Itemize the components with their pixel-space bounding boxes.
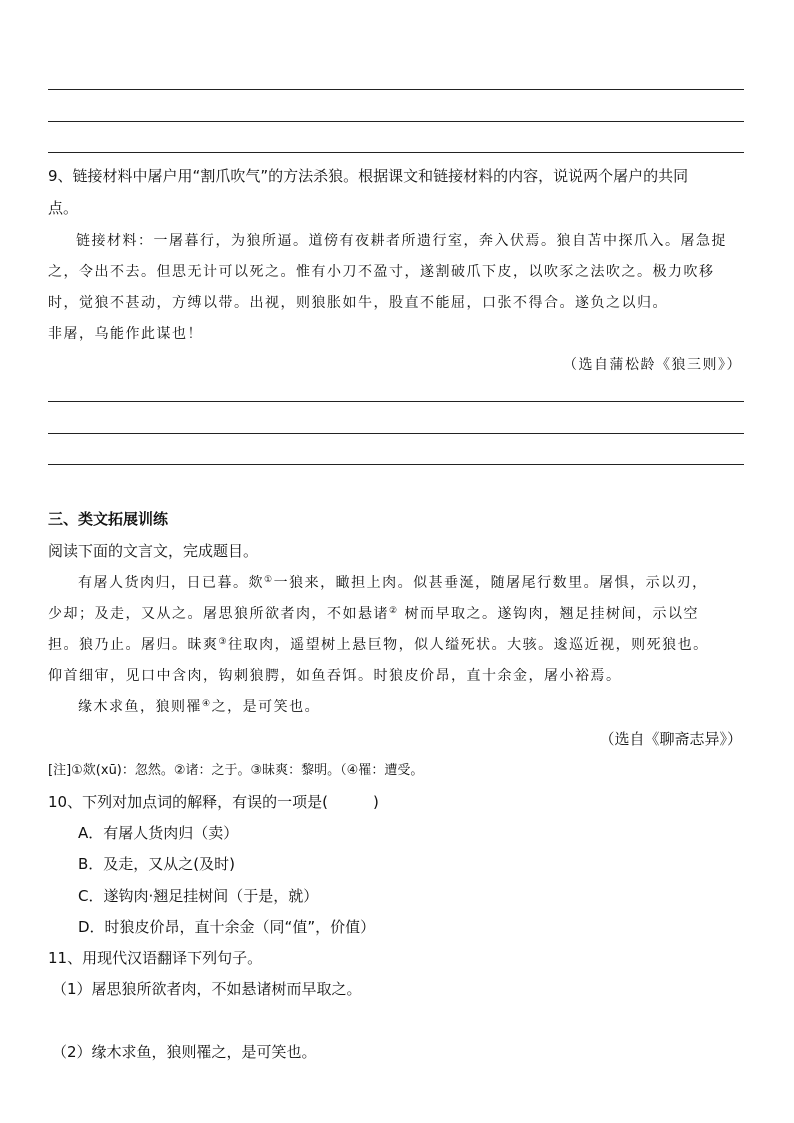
footnotes: [注]①欻(xū)：忽然。②诸：之于。③昧爽：黎明。（④罹：遭受。	[48, 763, 424, 778]
q10-option-d: D．时狼皮价昂，直十余金（同“值”，价值）	[78, 918, 376, 936]
q9-question-cont: 点。	[48, 199, 79, 217]
q9-source: （选自蒲松龄《狼三则》）	[563, 357, 742, 373]
passage-line: 有屠人货肉归，日已暮。欻①一狼来，瞰担上肉。似甚垂涎，随屠尾行数里。屠惧，示以刃，	[78, 575, 708, 591]
passage-line: 担。狼乃止。屠归。昧爽③往取肉，遥望树上悬巨物，似人缢死状。大骇。逡巡近视，则死狼也。	[48, 637, 709, 653]
q10-option-a: A．有屠人货肉归（卖）	[78, 824, 239, 842]
q9-material-line: 之，令出不去。但思无计可以死之。惟有小刀不盈寸，遂割破爪下皮，以吹豕之法吹之。极力吹移	[48, 264, 715, 280]
reading-instruction: 阅读下面的文言文，完成题目。	[48, 542, 259, 560]
passage-source: （选自《聊斋志异》）	[599, 730, 742, 748]
section-heading: 三、类文拓展训练	[48, 510, 169, 528]
answer-line	[48, 433, 744, 434]
q11-stem: 11、用现代汉语翻译下列句子。	[48, 949, 263, 967]
answer-line	[48, 89, 744, 90]
q9-material-line: 非屠，乌能作此谋也！	[48, 326, 203, 342]
answer-line	[48, 121, 744, 122]
footnote-marker: ①	[264, 575, 274, 585]
passage-line: 少却；及走，又从之。屠思狼所欲者肉，不如悬诸② 树而早取之。遂钩肉，翘足挂树间，示以空	[48, 606, 700, 622]
footnote-marker: ③	[218, 637, 229, 647]
answer-line	[48, 401, 744, 402]
footnote-marker: ④	[202, 699, 212, 709]
q10-stem: 10、下列对加点词的解释，有误的一项是( )	[48, 793, 379, 811]
answer-line	[48, 152, 744, 153]
q9-material-line: 时，觉狼不甚动，方缚以带。出视，则狼胀如牛，股直不能屈，口张不得合。遂负之以归。	[48, 295, 668, 311]
q10-option-b: B．及走，又从之(及时)	[78, 855, 235, 873]
passage-line: 仰首细审，见口中含肉，钩刺狼腭，如鱼吞饵。时狼皮价昂，直十余金，屠小裕焉。	[48, 668, 622, 684]
passage-line: 缘木求鱼，狼则罹④之，是可笑也。	[78, 699, 321, 715]
q11-item-1: （1）屠思狼所欲者肉，不如悬诸树而早取之。	[52, 980, 362, 998]
q9-question: 9、链接材料中屠户用“割爪吹气”的方法杀狼。根据课文和链接材料的内容，说说两个屠户的共同	[48, 167, 689, 185]
q11-item-2: （2）缘木求鱼，狼则罹之，是可笑也。	[52, 1043, 317, 1061]
footnote-marker: ②	[389, 606, 399, 616]
q10-option-c: C．遂钩肉·翘足挂树间（于是，就）	[78, 887, 319, 905]
q9-material-line: 链接材料：一屠暮行，为狼所逼。道傍有夜耕者所遗行室，奔入伏焉。狼自苫中探爪入。屠急捉	[76, 233, 727, 249]
answer-line	[48, 464, 744, 465]
